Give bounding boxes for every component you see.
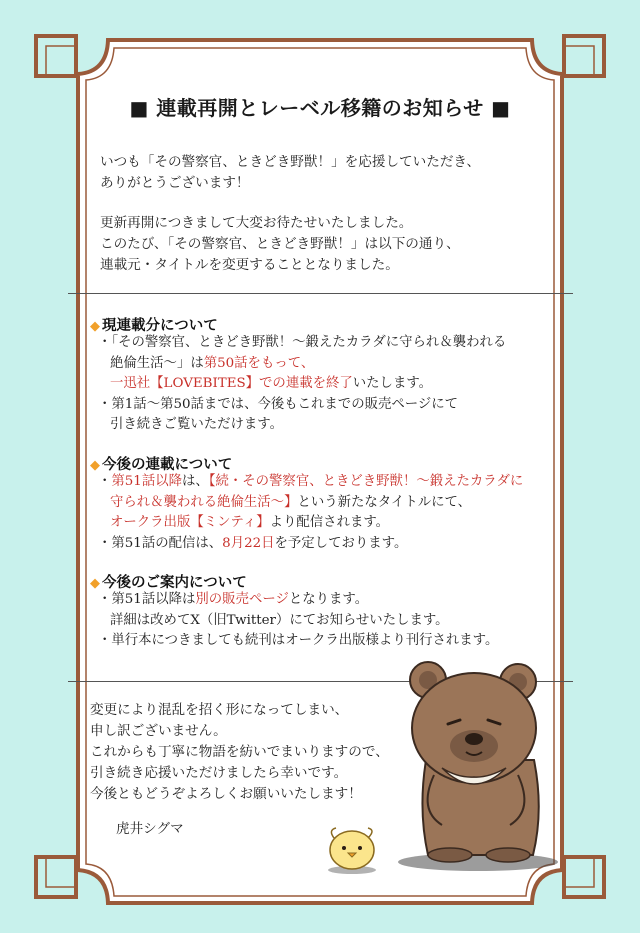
closing-paragraph: 変更により混乱を招く形になってしまい、 申し訳ございません。 これからも丁寧に物語を紡いでまいりますので、 引き続き応援いただけましたら幸いです。 今後ともどうぞよろしくお願いいたします！ xyxy=(90,702,389,802)
section-heading-future: ◆ 今後の連載について xyxy=(90,457,233,473)
section-guidance-items: ・第51話以降は別の販売ページとなります。 詳細は改めてX（旧Twitter）にてお知らせいたします。 ・単行本につきましても続刊はオークラ出版様より刊行されます。 xyxy=(98,590,568,652)
diamond-icon: ◆ xyxy=(90,576,100,591)
list-item: ・第51話以降は別の販売ページとなります。 xyxy=(98,592,369,607)
list-item: ・「その警察官、ときどき野獣！〜鍛えたカラダに守られ＆襲われる xyxy=(98,335,507,350)
section-current-items: ・「その警察官、ときどき野獣！〜鍛えたカラダに守られ＆襲われる 絶倫生活〜」は第50話をもって、 一迅社【LOVEBITES】での連載を終了いたします。 ・第1話〜第50話までは、今後もこれまでの販売ページにて 引き続きご覧いただけます。 xyxy=(98,333,568,436)
list-item: ・第51話の配信は、8月22日を予定しております。 xyxy=(98,535,408,551)
section-future-items: ・第51話以降は、【続・その警察官、ときどき野獣！〜鍛えたカラダに 守られ＆襲われる絶倫生活〜】という新たなタイトルにて、 オークラ出版【ミンティ】より配信されます。 ・第51話の配信は、8月22日を予定しております。 xyxy=(98,472,568,554)
author-signature: 虎井シグマ xyxy=(116,821,184,837)
list-item: ・第1話〜第50話までは、今後もこれまでの販売ページにて xyxy=(98,396,459,412)
diamond-icon: ◆ xyxy=(90,319,100,334)
bear-illustration xyxy=(388,650,563,875)
page-title: ■ 連載再開とレーベル移籍のお知らせ ■ xyxy=(129,96,511,120)
intro-paragraph: いつも「その警察官、ときどき野獣！」を応援していただき、 ありがとうございます！ xyxy=(100,154,481,191)
list-item: ・第51話以降は、【続・その警察官、ときどき野獣！〜鍛えたカラダに xyxy=(98,474,524,489)
section-heading-current: ◆ 現連載分について xyxy=(90,318,218,334)
diamond-icon: ◆ xyxy=(90,458,100,473)
divider xyxy=(68,293,573,294)
notice-paragraph: 更新再開につきまして大変お待たせいたしました。 このたび、「その警察官、ときどき野獣！」は以下の通り、 連載元・タイトルを変更することとなりました。 xyxy=(100,215,460,273)
section-heading-guidance: ◆ 今後のご案内について xyxy=(90,575,247,591)
list-item: ・単行本につきましても続刊はオークラ出版様より刊行されます。 xyxy=(98,633,499,648)
chick-illustration xyxy=(322,820,382,876)
